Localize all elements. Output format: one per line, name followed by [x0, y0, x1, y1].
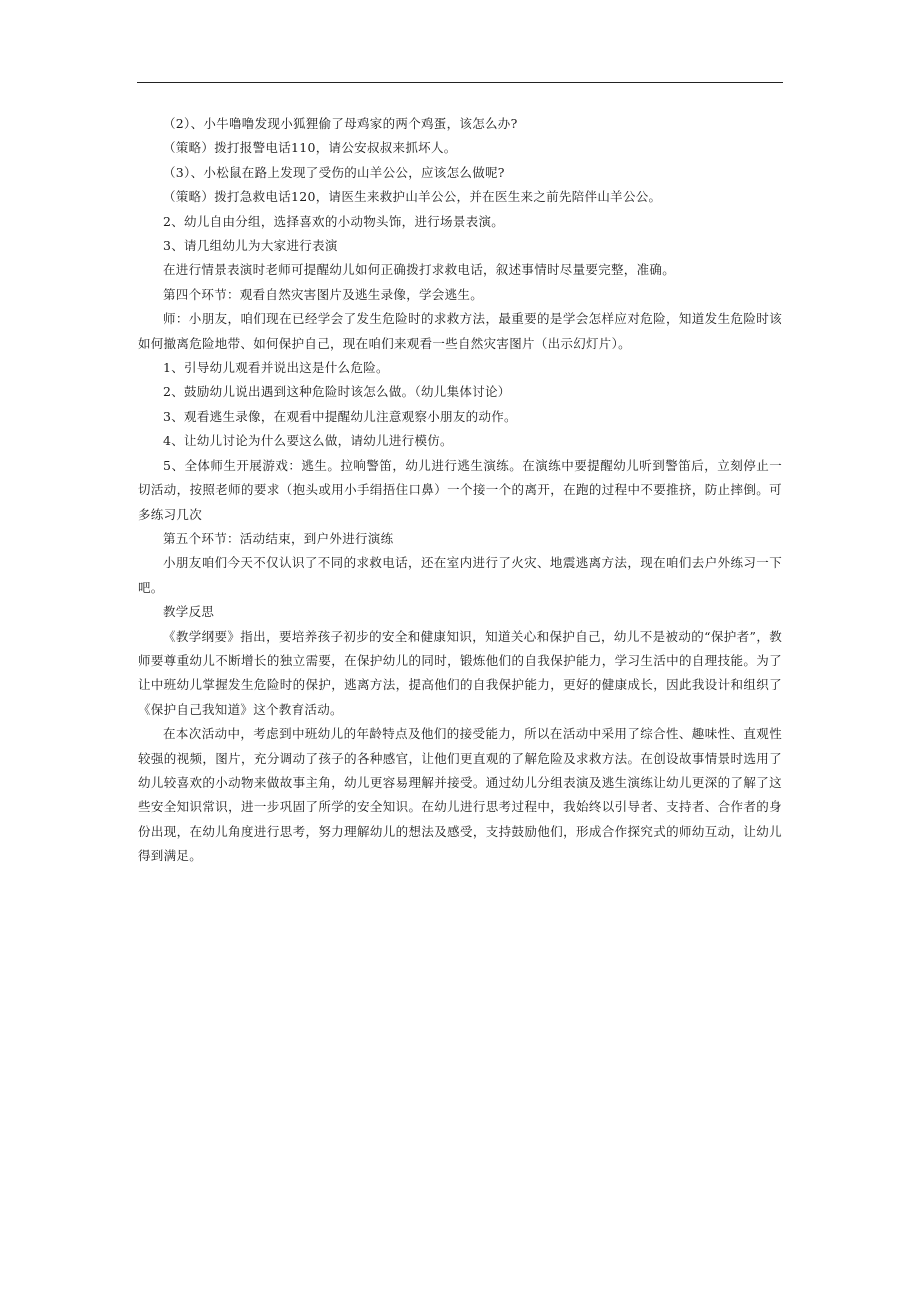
paragraph: （2）、小牛噜噜发现小狐狸偷了母鸡家的两个鸡蛋，该怎么办? — [163, 116, 518, 131]
paragraph: 4、让幼儿讨论为什么要这么做，请幼儿进行模仿。 — [163, 433, 453, 449]
paragraph: 3、观看逃生录像，在观看中提醒幼儿注意观察小朋友的动作。 — [163, 408, 517, 424]
paragraph: 在进行情景表演时老师可提醒幼儿如何正确拨打求救电话，叙述事情时尽量要完整，准确。 — [163, 262, 676, 278]
document-body — [138, 112, 782, 869]
paragraph: 3、请几组幼儿为大家进行表演 — [163, 238, 338, 254]
paragraph: （3）、小松鼠在路上发现了受伤的山羊公公，应该怎么做呢? — [163, 164, 505, 180]
paragraph: （策略）拨打报警电话110，请公安叔叔来抓坏人。 — [163, 140, 457, 156]
paragraph: （策略）拨打急救电话120，请医生来救护山羊公公，并在医生来之前先陪伴山羊公公。 — [163, 189, 662, 205]
paragraph: 5、全体师生开展游戏：逃生。拉响警笛，幼儿进行逃生演练。在演练中要提醒幼儿听到警笛后，立刻停止一切活动，按照老师的要求（抱头或用小手绢捂住口鼻）一个接一个的离开，在跑的过程中不要推挤，防止摔倒。可多练习几次 — [138, 457, 782, 522]
section-heading: 第四个环节：观看自然灾害图片及逃生录像，学会逃生。 — [163, 286, 484, 302]
header-rule — [137, 82, 783, 83]
paragraph: 2、幼儿自由分组，选择喜欢的小动物头饰，进行场景表演。 — [163, 213, 505, 229]
paragraph: 2、鼓励幼儿说出遇到这种危险时该怎么做。（幼儿集体讨论） — [163, 384, 511, 400]
paragraph: 小朋友咱们今天不仅认识了不同的求救电话，还在室内进行了火灾、地震逃离方法，现在咱们去户外练习一下吧。 — [138, 555, 782, 595]
section-heading: 教学反思 — [163, 604, 215, 620]
paragraph: 《教学纲要》指出，要培养孩子初步的安全和健康知识，知道关心和保护自己，幼儿不是被动的“保护者”，教师要尊重幼儿不断增长的独立需要，在保护幼儿的同时，锻炼他们的自我保护能力，学习生活中的自理技能。为了让中班幼儿掌握发生危险时的保护，逃离方法，提高他们的自我保护能力，更好的健康成长，因此我设计和组织了《保护自己我知道》这个教育活动。 — [138, 628, 782, 717]
paragraph: 1、引导幼儿观看并说出这是什么危险。 — [163, 360, 389, 376]
paragraph: 在本次活动中，考虑到中班幼儿的年龄特点及他们的接受能力，所以在活动中采用了综合性、趣味性、直观性较强的视频，图片，充分调动了孩子的各种感官，让他们更直观的了解危险及求救方法。在创设故事情景时选用了幼儿较喜欢的小动物来做故事主角，幼儿更容易理解并接受。通过幼儿分组表演及逃生演练让幼儿更深的了解了这些安全知识常识，进一步巩固了所学的安全知识。在幼儿进行思考过程中，我始终以引导者、支持者、合作者的身份出现，在幼儿角度进行思考，努力理解幼儿的想法及感受，支持鼓励他们，形成合作探究式的师幼互动，让幼儿得到满足。 — [138, 726, 782, 864]
section-heading: 第五个环节：活动结束，到户外进行演练 — [163, 530, 394, 546]
paragraph: 师：小朋友，咱们现在已经学会了发生危险时的求救方法，最重要的是学会怎样应对危险，知道发生危险时该如何撤离危险地带、如何保护自己，现在咱们来观看一些自然灾害图片（出示幻灯片）。 — [138, 311, 782, 351]
